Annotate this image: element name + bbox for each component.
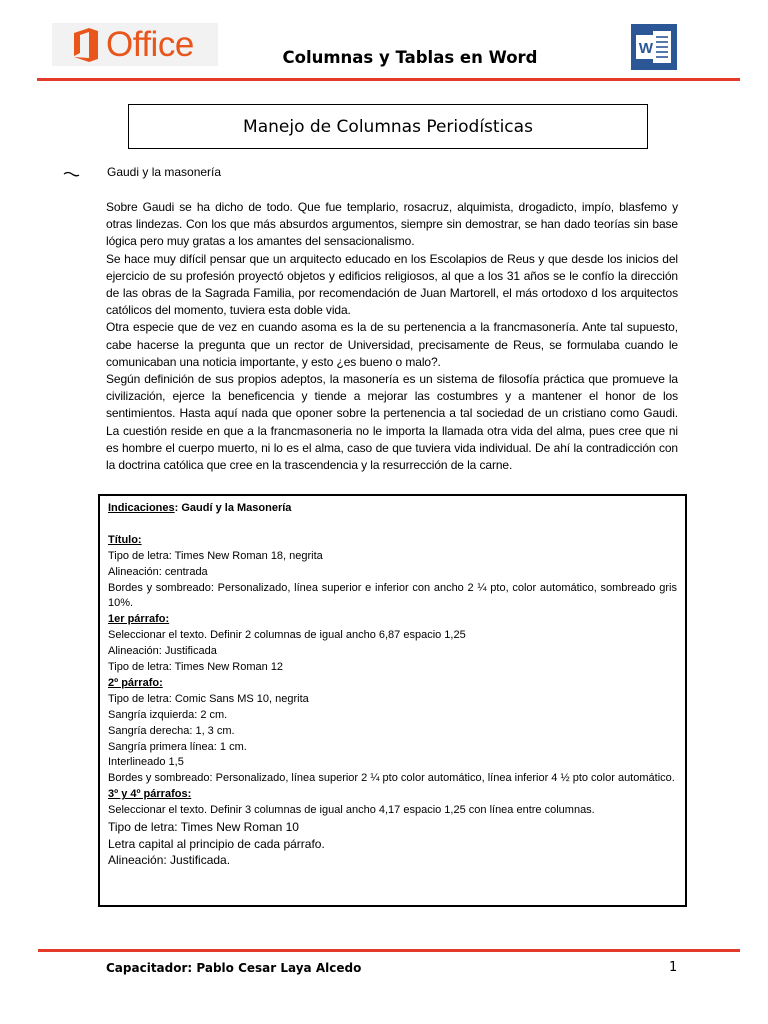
body-text (106, 199, 678, 474)
p1-line: Tipo de letra: Times New Roman 12 (108, 661, 284, 674)
p34-heading: 3º y 4º párrafos: (108, 788, 192, 801)
indications-box (98, 494, 687, 907)
p2-line: Bordes y sombreado: Personalizado, línea superior 2 ¼ pto color automático, línea inferior 4 ½ pto color automático. (108, 772, 675, 785)
document-subtitle: Gaudi y la masonería (107, 165, 222, 179)
office-logo-icon (72, 28, 100, 62)
p34-line: Tipo de letra: Times New Roman 10 (108, 820, 299, 835)
titulo-line: Alineación: centrada (108, 565, 208, 578)
titulo-heading: Título: (108, 533, 142, 546)
titulo-line: Bordes y sombreado: Personalizado, línea superior e inferior con ancho 2 ¼ pto, color automático, sombreado gris 10%. (108, 581, 677, 610)
footer-divider (38, 949, 740, 952)
paragraph-1: Sobre Gaudi se ha dicho de todo. Que fue templario, rosacruz, alquimista, drogadicto, impío, blasfemo y otras lindezas. Con los que más absurdos argumentos, siempre sin demostrar, se han dado teorías sin base lógica pero muy gratas a los amantes del sensacionalismo. (106, 200, 678, 249)
paragraph-3: Otra especie que de vez en cuando asoma es la de su pertenencia a la francmasonería. Ante tal supuesto, cabe hacerse la pregunta que un rector de Universidad, precisamente de Reus, se formulaba cuando le comunicaban una noticia importante, y esto ¿es bueno o malo?. (106, 320, 678, 369)
paragraph-4: Según definición de sus propios adeptos, la masonería es un sistema de filosofía práctica que promueve la civilización, ejerce la beneficencia y tiende a mejorar las costumbres y a mantener el honor de los sentimientos. Hasta aquí nada que oponer sobre la pertenencia a tal sociedad de un cristiano como Gaudi. La cuestión reside en que a la francmasoneria no le importa la llamada otra vida del alma, pues cree que ni es hombre el cuerpo muerto, ni lo es el alma, caso de que tuviera vida individual. De ahí la contradicción con la doctrina católica que cree en la trascendencia y la resurrección de la carne. (106, 372, 678, 473)
footer-author: Capacitador: Pablo Cesar Laya Alcedo (106, 961, 362, 975)
office-logo (52, 23, 218, 66)
indications-topic: : Gaudí y la Masonería (174, 502, 292, 514)
page-number: 1 (669, 960, 678, 975)
indications-heading (108, 501, 677, 517)
p2-heading: 2º párrafo: (108, 676, 163, 689)
word-icon (631, 24, 677, 70)
p34-line: Seleccionar el texto. Definir 3 columnas de igual ancho 4,17 espacio 1,25 con línea entre columnas. (108, 804, 595, 817)
titulo-line: Tipo de letra: Times New Roman 18, negrita (108, 549, 323, 562)
p2-line: Interlineado 1,5 (108, 756, 184, 769)
indications-label: Indicaciones (108, 502, 175, 514)
svg-text:W: W (638, 40, 654, 57)
header-title: Columnas y Tablas en Word (282, 48, 538, 67)
p34-line: Alineación: Justificada. (108, 853, 231, 868)
office-logo-text: Office (106, 25, 194, 64)
p34-line: Letra capital al principio de cada párrafo. (108, 836, 325, 851)
tilde-mark (63, 170, 80, 178)
p1-line: Alineación: Justificada (108, 645, 217, 658)
p2-line: Sangría primera línea: 1 cm. (108, 740, 247, 753)
p1-line: Seleccionar el texto. Definir 2 columnas de igual ancho 6,87 espacio 1,25 (108, 629, 466, 642)
p2-line: Tipo de letra: Comic Sans MS 10, negrita (108, 692, 309, 705)
spacer (108, 517, 677, 533)
p2-line: Sangría izquierda: 2 cm. (108, 708, 228, 721)
p2-line: Sangría derecha: 1, 3 cm. (108, 724, 235, 737)
paragraph-2: Se hace muy difícil pensar que un arquitecto educado en los Escolapios de Reus y que desde los inicios del ejercicio de su profesión proyectó objetos y edificios religiosos, al que a los 31 años se le confío la dirección de las obras de la Sagrada Familia, por recomendación de Juan Martorell, el más ortodoxo d los arquitectos católicos del momento, tuviera esta doble vida. (106, 251, 678, 318)
p1-heading: 1er párrafo: (108, 613, 170, 626)
document-title: Manejo de Columnas Periodísticas (243, 116, 533, 137)
document-title-box (128, 104, 648, 149)
header-divider (37, 78, 740, 81)
